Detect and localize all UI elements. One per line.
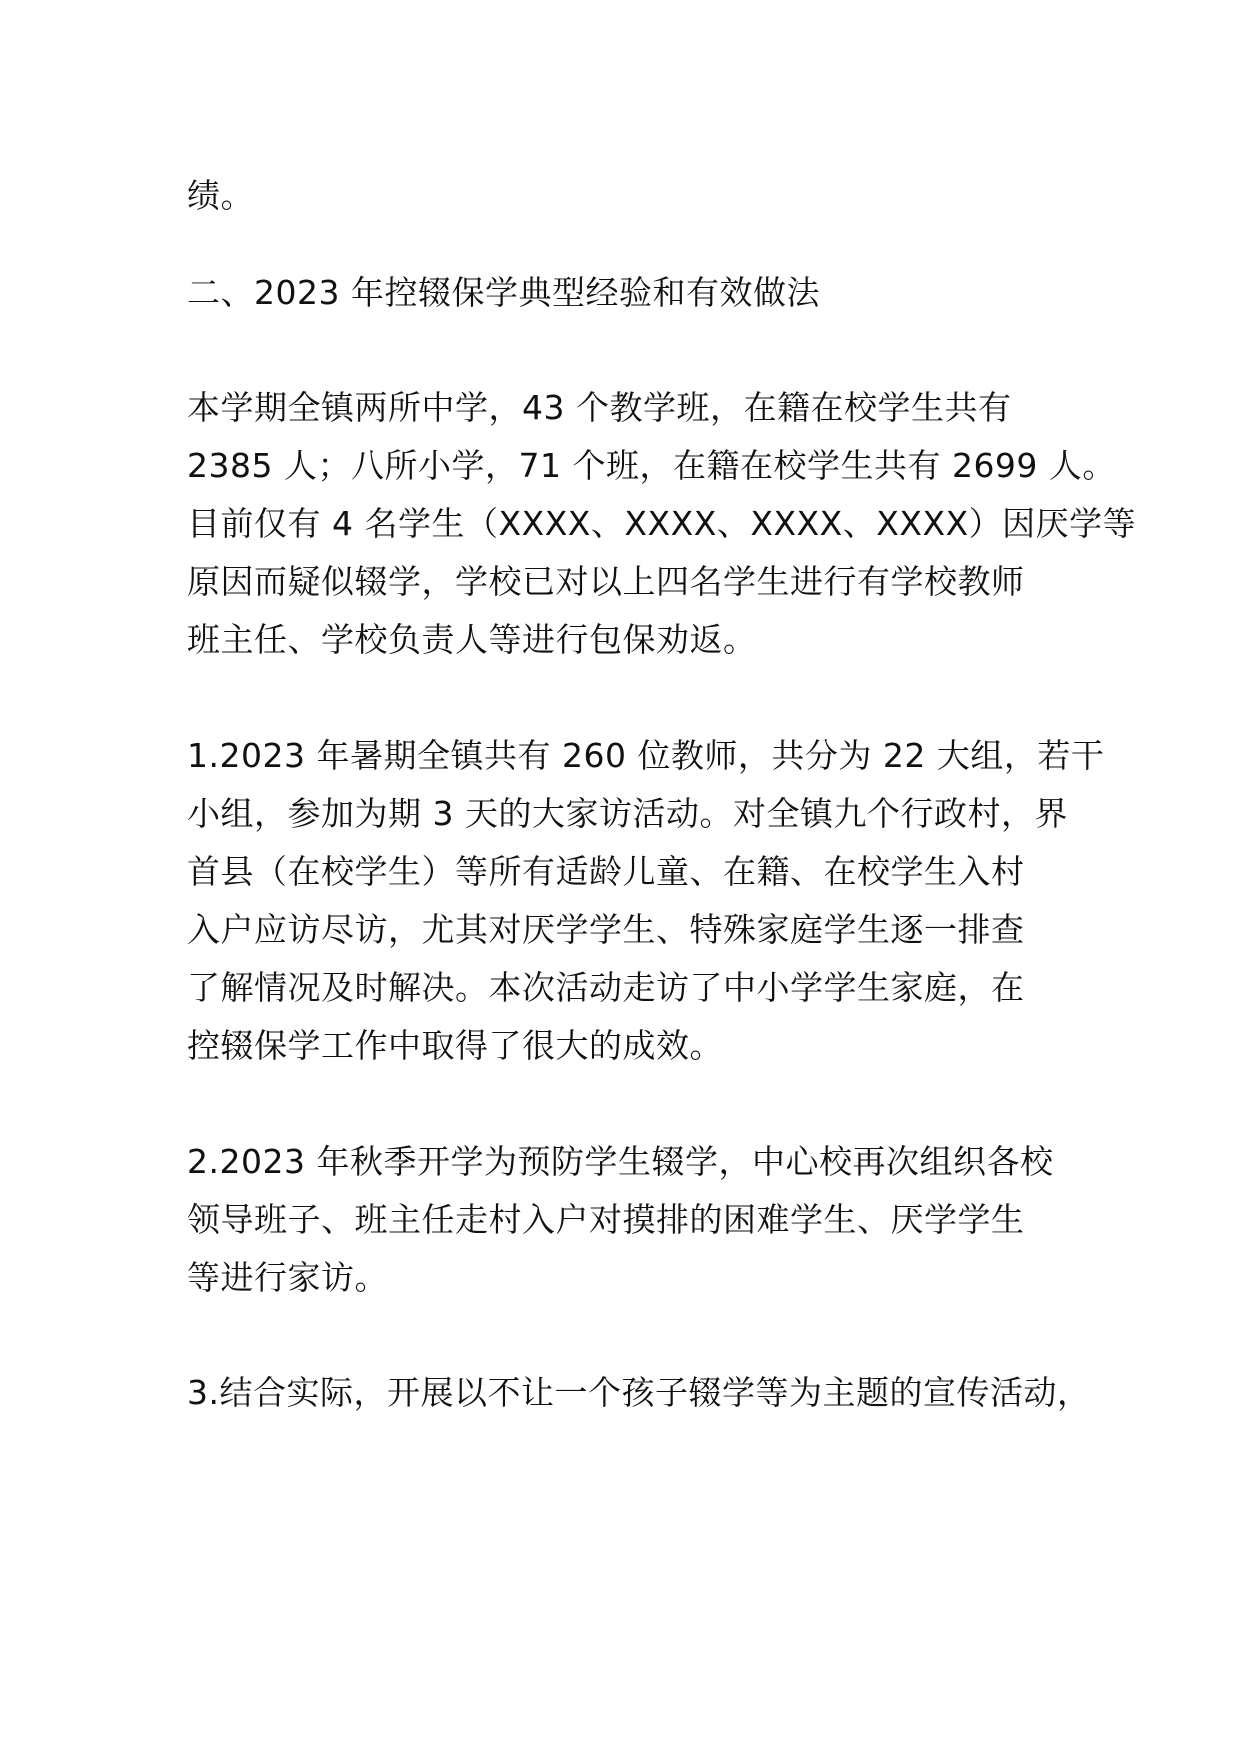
paragraph-line: 2385 人；八所小学，71 个班，在籍在校学生共有 2699 人。 [187, 446, 1116, 485]
list-item-line: 2.2023 年秋季开学为预防学生辍学，中心校再次组织各校 [187, 1142, 1054, 1181]
section-heading: 二、2023 年控辍保学典型经验和有效做法 [187, 273, 820, 312]
paragraph-line: 目前仅有 4 名学生（XXXX、XXXX、XXXX、XXXX）因厌学等 [187, 504, 1137, 543]
paragraph-end-line: 绩。 [187, 176, 254, 215]
list-item-line: 入户应访尽访，尤其对厌学学生、特殊家庭学生逐一排查 [187, 910, 1025, 949]
list-item-line: 1.2023 年暑期全镇共有 260 位教师，共分为 22 大组，若干 [187, 736, 1105, 775]
list-item-line: 首县（在校学生）等所有适龄儿童、在籍、在校学生入村 [187, 852, 1025, 891]
list-item-line: 3.结合实际，开展以不让一个孩子辍学等为主题的宣传活动， [187, 1373, 1091, 1412]
list-item-line: 了解情况及时解决。本次活动走访了中小学学生家庭，在 [187, 968, 1025, 1007]
list-item-line: 等进行家访。 [187, 1258, 388, 1297]
list-item-line: 领导班子、班主任走村入户对摸排的困难学生、厌学学生 [187, 1200, 1025, 1239]
list-item-line: 小组，参加为期 3 天的大家访活动。对全镇九个行政村，界 [187, 794, 1068, 833]
paragraph-line: 原因而疑似辍学，学校已对以上四名学生进行有学校教师 [187, 562, 1025, 601]
list-item-line: 控辍保学工作中取得了很大的成效。 [187, 1026, 723, 1065]
paragraph-line: 本学期全镇两所中学，43 个教学班，在籍在校学生共有 [187, 388, 1012, 427]
paragraph-line: 班主任、学校负责人等进行包保劝返。 [187, 620, 757, 659]
